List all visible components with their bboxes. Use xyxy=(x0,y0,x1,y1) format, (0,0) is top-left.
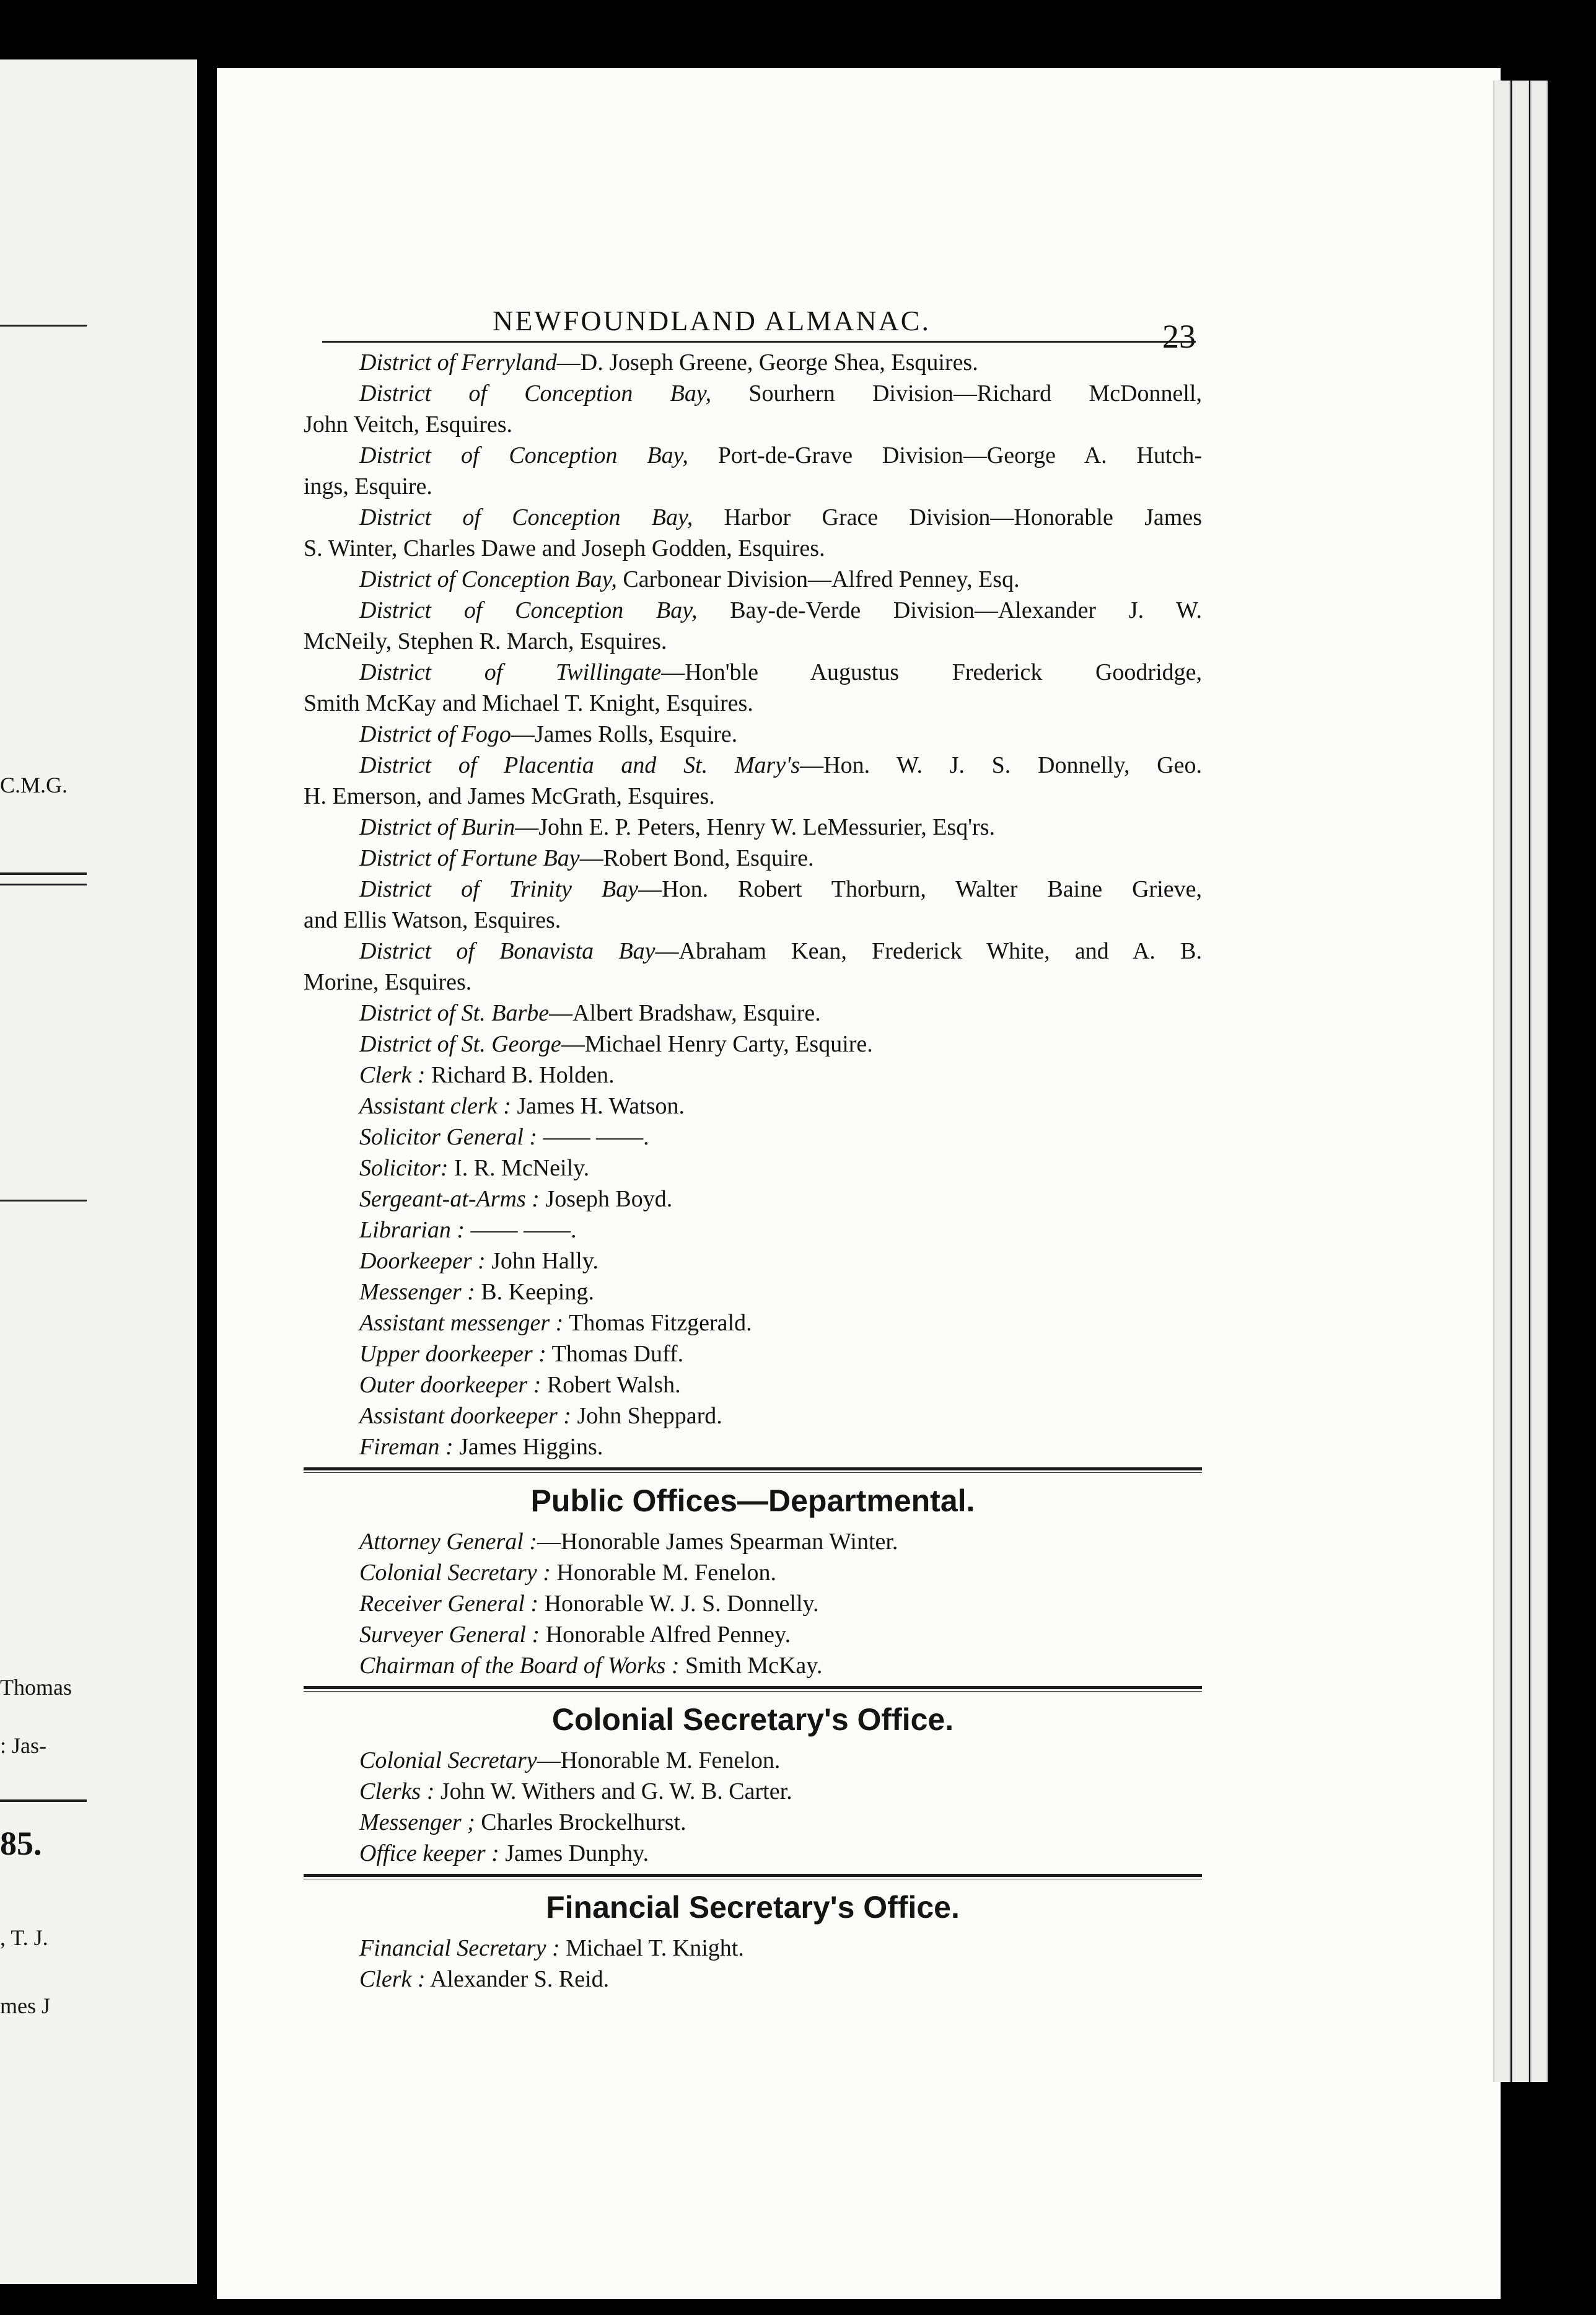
district-name: District of Twillingate xyxy=(359,659,662,685)
district-members: —Albert Bradshaw, Esquire. xyxy=(549,1000,821,1026)
district-name: District of Bonavista Bay xyxy=(359,938,656,964)
section-entry xyxy=(304,1745,1202,1776)
officer-name: Thomas Duff. xyxy=(546,1341,684,1367)
officer-name: Richard B. Holden. xyxy=(425,1062,615,1088)
page-edge xyxy=(1530,81,1548,2082)
officer-role: Outer doorkeeper : xyxy=(359,1372,542,1398)
section-entry xyxy=(304,1933,1202,1964)
district-members: Port-de-Grave Division—George A. Hutch- xyxy=(688,442,1202,468)
district-members: —John E. P. Peters, Henry W. LeMessurier, Esq'rs. xyxy=(515,814,995,840)
officer-entry xyxy=(304,1153,1202,1184)
district-entry xyxy=(304,998,1202,1029)
running-title: NEWFOUNDLAND ALMANAC. xyxy=(493,305,931,336)
officer-name: I. R. McNeily. xyxy=(448,1155,590,1181)
entry-role: Receiver General : xyxy=(359,1591,539,1617)
section-entry xyxy=(304,1619,1202,1650)
officer-entry xyxy=(304,1307,1202,1338)
district-members: —Michael Henry Carty, Esquire. xyxy=(561,1031,873,1057)
officer-entry xyxy=(304,1400,1202,1431)
section-rule xyxy=(304,1874,1202,1879)
officer-name: Joseph Boyd. xyxy=(539,1186,673,1212)
district-continuation: Smith McKay and Michael T. Knight, Esquires. xyxy=(304,690,753,716)
section-title: Financial Secretary's Office. xyxy=(546,1890,960,1925)
entry-role: Surveyer General : xyxy=(359,1622,540,1648)
district-continuation: and Ellis Watson, Esquires. xyxy=(304,907,561,933)
entry-role: Attorney General : xyxy=(359,1529,538,1555)
district-continuation: McNeily, Stephen R. March, Esquires. xyxy=(304,628,667,654)
section-rule xyxy=(304,1467,1202,1473)
officer-name: James Higgins. xyxy=(453,1434,603,1460)
section-title: Colonial Secretary's Office. xyxy=(551,1702,954,1737)
district-name: District of Burin xyxy=(359,814,515,840)
left-rule xyxy=(0,1799,87,1802)
district-entry xyxy=(304,502,1202,533)
district-members: Bay-de-Verde Division—Alexander J. W. xyxy=(697,597,1202,623)
entry-name: James Dunphy. xyxy=(499,1840,649,1866)
district-name: District of St. George xyxy=(359,1031,561,1057)
officer-role: Assistant doorkeeper : xyxy=(359,1403,571,1429)
officer-name: Thomas Fitzgerald. xyxy=(563,1310,752,1336)
entry-name: Honorable M. Fenelon. xyxy=(550,1560,776,1586)
officer-name: —— ——. xyxy=(464,1217,577,1243)
district-members: Sourhern Division—Richard McDonnell, xyxy=(711,380,1202,406)
left-rule xyxy=(0,884,87,885)
section-entry xyxy=(304,1588,1202,1619)
district-members: Carbonear Division—Alfred Penney, Esq. xyxy=(616,566,1020,592)
district-continuation: Morine, Esquires. xyxy=(304,969,472,995)
district-entry xyxy=(304,1029,1202,1060)
entry-name: Smith McKay. xyxy=(679,1653,823,1679)
section-entry xyxy=(304,1557,1202,1588)
officer-role: Sergeant-at-Arms : xyxy=(359,1186,540,1212)
entry-role: Office keeper : xyxy=(359,1840,499,1866)
entry-name: —Honorable James Spearman Winter. xyxy=(537,1529,898,1555)
district-members: —James Rolls, Esquire. xyxy=(511,721,738,747)
district-members: —Abraham Kean, Frederick White, and A. B. xyxy=(655,938,1202,964)
left-text-fragment: : Jas- xyxy=(0,1733,46,1758)
officer-entry xyxy=(304,1338,1202,1369)
officer-name: B. Keeping. xyxy=(475,1279,594,1305)
left-text-fragment: 85. xyxy=(0,1825,42,1862)
left-rule xyxy=(0,325,87,327)
section-rule xyxy=(304,1686,1202,1692)
officer-entry xyxy=(304,1369,1202,1400)
district-name: District of Conception Bay, xyxy=(359,504,693,530)
district-entry xyxy=(304,657,1202,688)
entry-role: Colonial Secretary : xyxy=(359,1560,551,1586)
officer-entry xyxy=(304,1184,1202,1215)
officer-entry xyxy=(304,1091,1202,1122)
entry-name: Michael T. Knight. xyxy=(559,1935,744,1961)
district-entry xyxy=(304,812,1202,843)
entry-name: Honorable W. J. S. Donnelly. xyxy=(538,1591,819,1617)
left-text-fragment: C.M.G. xyxy=(0,773,68,797)
officer-role: Solicitor General : xyxy=(359,1124,538,1150)
district-name: District of Conception Bay, xyxy=(359,566,617,592)
district-list xyxy=(304,347,1202,1060)
officer-role: Assistant clerk : xyxy=(359,1093,511,1119)
entry-role: Clerk : xyxy=(359,1966,426,1992)
entry-name: —Honorable M. Fenelon. xyxy=(537,1747,781,1773)
officer-name: John Sheppard. xyxy=(571,1403,722,1429)
officer-role: Doorkeeper : xyxy=(359,1248,486,1274)
district-members: Harbor Grace Division—Honorable James xyxy=(693,504,1202,530)
left-rule xyxy=(0,872,87,875)
district-continuation: H. Emerson, and James McGrath, Esquires. xyxy=(304,783,715,809)
officer-role: Assistant messenger : xyxy=(359,1310,564,1336)
section-entry xyxy=(304,1807,1202,1838)
district-members: —Robert Bond, Esquire. xyxy=(579,845,814,871)
page-edge xyxy=(1493,81,1510,2082)
entry-name: Honorable Alfred Penney. xyxy=(540,1622,791,1648)
district-members: —D. Joseph Greene, George Shea, Esquires. xyxy=(556,349,978,376)
left-text-fragment: mes J xyxy=(0,1993,50,2018)
district-continuation: ings, Esquire. xyxy=(304,473,432,499)
left-rule xyxy=(0,1200,87,1201)
officer-entry xyxy=(304,1245,1202,1276)
district-name: District of Conception Bay, xyxy=(359,442,688,468)
district-continuation: John Veitch, Esquires. xyxy=(304,411,513,437)
district-entry xyxy=(304,378,1202,409)
officer-role: Solicitor: xyxy=(359,1155,449,1181)
district-name: District of Ferryland xyxy=(359,349,557,376)
section-entry xyxy=(304,1650,1202,1681)
entry-name: John W. Withers and G. W. B. Carter. xyxy=(434,1778,792,1804)
district-name: District of Conception Bay, xyxy=(359,597,698,623)
district-entry xyxy=(304,874,1202,905)
district-entry xyxy=(304,843,1202,874)
district-name: District of Trinity Bay xyxy=(359,876,639,902)
officer-entry xyxy=(304,1122,1202,1153)
district-entry xyxy=(304,595,1202,626)
district-entry xyxy=(304,564,1202,595)
district-name: District of St. Barbe xyxy=(359,1000,550,1026)
left-text-fragment: Thomas xyxy=(0,1675,72,1700)
office-sections xyxy=(304,1467,1202,1995)
district-entry xyxy=(304,347,1202,378)
officer-entry xyxy=(304,1276,1202,1307)
entry-role: Chairman of the Board of Works : xyxy=(359,1653,680,1679)
page-body xyxy=(304,347,1202,1995)
section-entry xyxy=(304,1838,1202,1869)
section-entry xyxy=(304,1526,1202,1557)
page-edge xyxy=(1512,81,1529,2082)
district-entry xyxy=(304,936,1202,967)
district-members: —Hon. W. J. S. Donnelly, Geo. xyxy=(800,752,1202,778)
officer-name: James H. Watson. xyxy=(511,1093,685,1119)
district-name: District of Fortune Bay xyxy=(359,845,580,871)
district-members: —Hon'ble Augustus Frederick Goodridge, xyxy=(661,659,1202,685)
officer-entry xyxy=(304,1060,1202,1091)
officer-role: Fireman : xyxy=(359,1434,454,1460)
district-continuation: S. Winter, Charles Dawe and Joseph Godden, Esquires. xyxy=(304,535,825,561)
officer-role: Messenger : xyxy=(359,1279,475,1305)
officer-list xyxy=(304,1060,1202,1462)
district-entry xyxy=(304,750,1202,781)
entry-role: Financial Secretary : xyxy=(359,1935,560,1961)
entry-name: Charles Brockelhurst. xyxy=(475,1809,686,1835)
officer-name: John Hally. xyxy=(485,1248,598,1274)
left-text-fragment: , T. J. xyxy=(0,1925,48,1950)
entry-role: Clerks : xyxy=(359,1778,435,1804)
entry-role: Messenger ; xyxy=(359,1809,475,1835)
district-name: District of Conception Bay, xyxy=(359,380,712,406)
officer-entry xyxy=(304,1431,1202,1462)
district-members: —Hon. Robert Thorburn, Walter Baine Grieve, xyxy=(638,876,1202,902)
officer-entry xyxy=(304,1215,1202,1245)
page-header xyxy=(322,291,1196,355)
district-entry xyxy=(304,719,1202,750)
district-name: District of Placentia and St. Mary's xyxy=(359,752,800,778)
officer-role: Upper doorkeeper : xyxy=(359,1341,546,1367)
officer-name: —— ——. xyxy=(537,1124,649,1150)
section-entry xyxy=(304,1964,1202,1995)
section-title: Public Offices—Departmental. xyxy=(530,1483,975,1518)
left-page-fragment xyxy=(0,59,197,2284)
section-entry xyxy=(304,1776,1202,1807)
district-name: District of Fogo xyxy=(359,721,511,747)
officer-role: Librarian : xyxy=(359,1217,465,1243)
officer-role: Clerk : xyxy=(359,1062,426,1088)
district-entry xyxy=(304,440,1202,471)
officer-name: Robert Walsh. xyxy=(541,1372,681,1398)
entry-name: Alexander S. Reid. xyxy=(425,1966,610,1992)
page-number: 23 xyxy=(1162,318,1196,355)
entry-role: Colonial Secretary xyxy=(359,1747,537,1773)
